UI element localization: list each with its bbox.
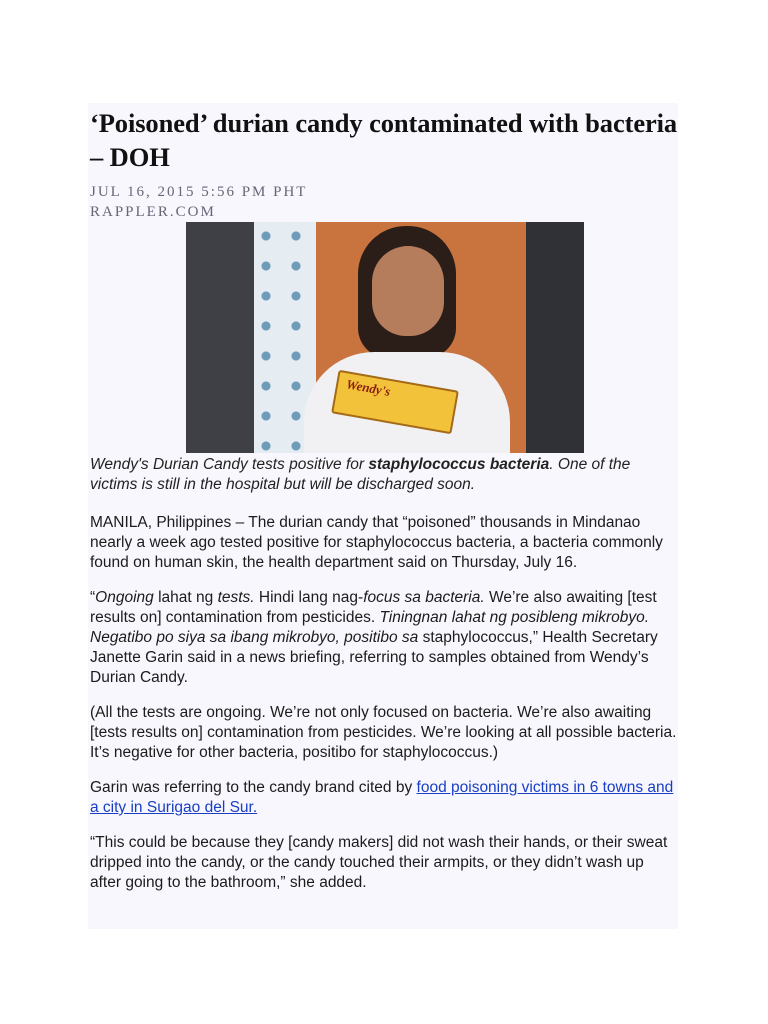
photo-curtain-left bbox=[186, 222, 254, 453]
p2-seg: lahat ng bbox=[153, 589, 218, 606]
p2-seg: Hindi lang nag- bbox=[254, 589, 364, 606]
caption-bold: staphylococcus bacteria bbox=[368, 456, 550, 473]
victims-link[interactable]: food poisoning victims in 6 towns and a city in Surigao del Sur. bbox=[90, 779, 674, 816]
source-name: RAPPLER.COM bbox=[90, 204, 216, 220]
caption-text-end: . One of the victims is still in the hospital but will be discharged soon. bbox=[90, 456, 631, 493]
paragraph-4 bbox=[90, 778, 678, 818]
article-photo bbox=[186, 222, 584, 453]
p2-italic: focus sa bacteria. bbox=[363, 589, 485, 606]
photo-caption bbox=[90, 455, 678, 495]
photo-curtain-right bbox=[526, 222, 584, 453]
p2-italic: tests. bbox=[217, 589, 255, 606]
paragraph-3: (All the tests are ongoing. We’re not only focused on bacteria. We’re also awaiting [tests results on] contamination from pesticides. We’re looking at all possible bacteria. It’s negative for other bacteria, positibo for staphylococcus.) bbox=[90, 704, 677, 761]
photo-person-face bbox=[372, 246, 444, 336]
paragraph-1: MANILA, Philippines – The durian candy that “poisoned” thousands in Mindanao nearly a week ago tested positive for staphylococcus bacteria, a bacteria commonly found on human skin, the health department said on Thursday, July 16. bbox=[90, 514, 663, 571]
p2-seg: We’re also awaiting [test results on] contamination from pesticides. bbox=[90, 589, 657, 626]
p2-italic: Ongoing bbox=[95, 589, 154, 606]
document-page bbox=[88, 103, 678, 929]
caption-text: Wendy's Durian Candy tests positive for bbox=[90, 456, 369, 473]
paragraph-2 bbox=[90, 588, 678, 688]
p2-seg: “ bbox=[90, 589, 96, 606]
p2-seg: staphylococcus,” Health Secretary Janette Garin said in a news briefing, referring to samples obtained from Wendy’s Durian Candy. bbox=[90, 629, 658, 686]
paragraph-5: “This could be because they [candy makers] did not wash their hands, or their sweat dripped into the candy, or the candy touched their armpits, or they didn’t wash up after going to the bathroom,” she added. bbox=[90, 834, 668, 891]
publish-date: JUL 16, 2015 5:56 PM PHT bbox=[90, 184, 308, 200]
candy-label: Wendy's bbox=[345, 376, 392, 399]
p4-text: Garin was referring to the candy brand cited by bbox=[90, 779, 417, 796]
p2-italic: Tiningnan lahat ng posibleng mikrobyo. Negatibo po siya sa ibang mikrobyo, positibo sa bbox=[90, 609, 650, 646]
headline: ‘Poisoned’ durian candy contaminated with bacteria – DOH bbox=[90, 108, 678, 172]
article-meta bbox=[90, 182, 678, 222]
